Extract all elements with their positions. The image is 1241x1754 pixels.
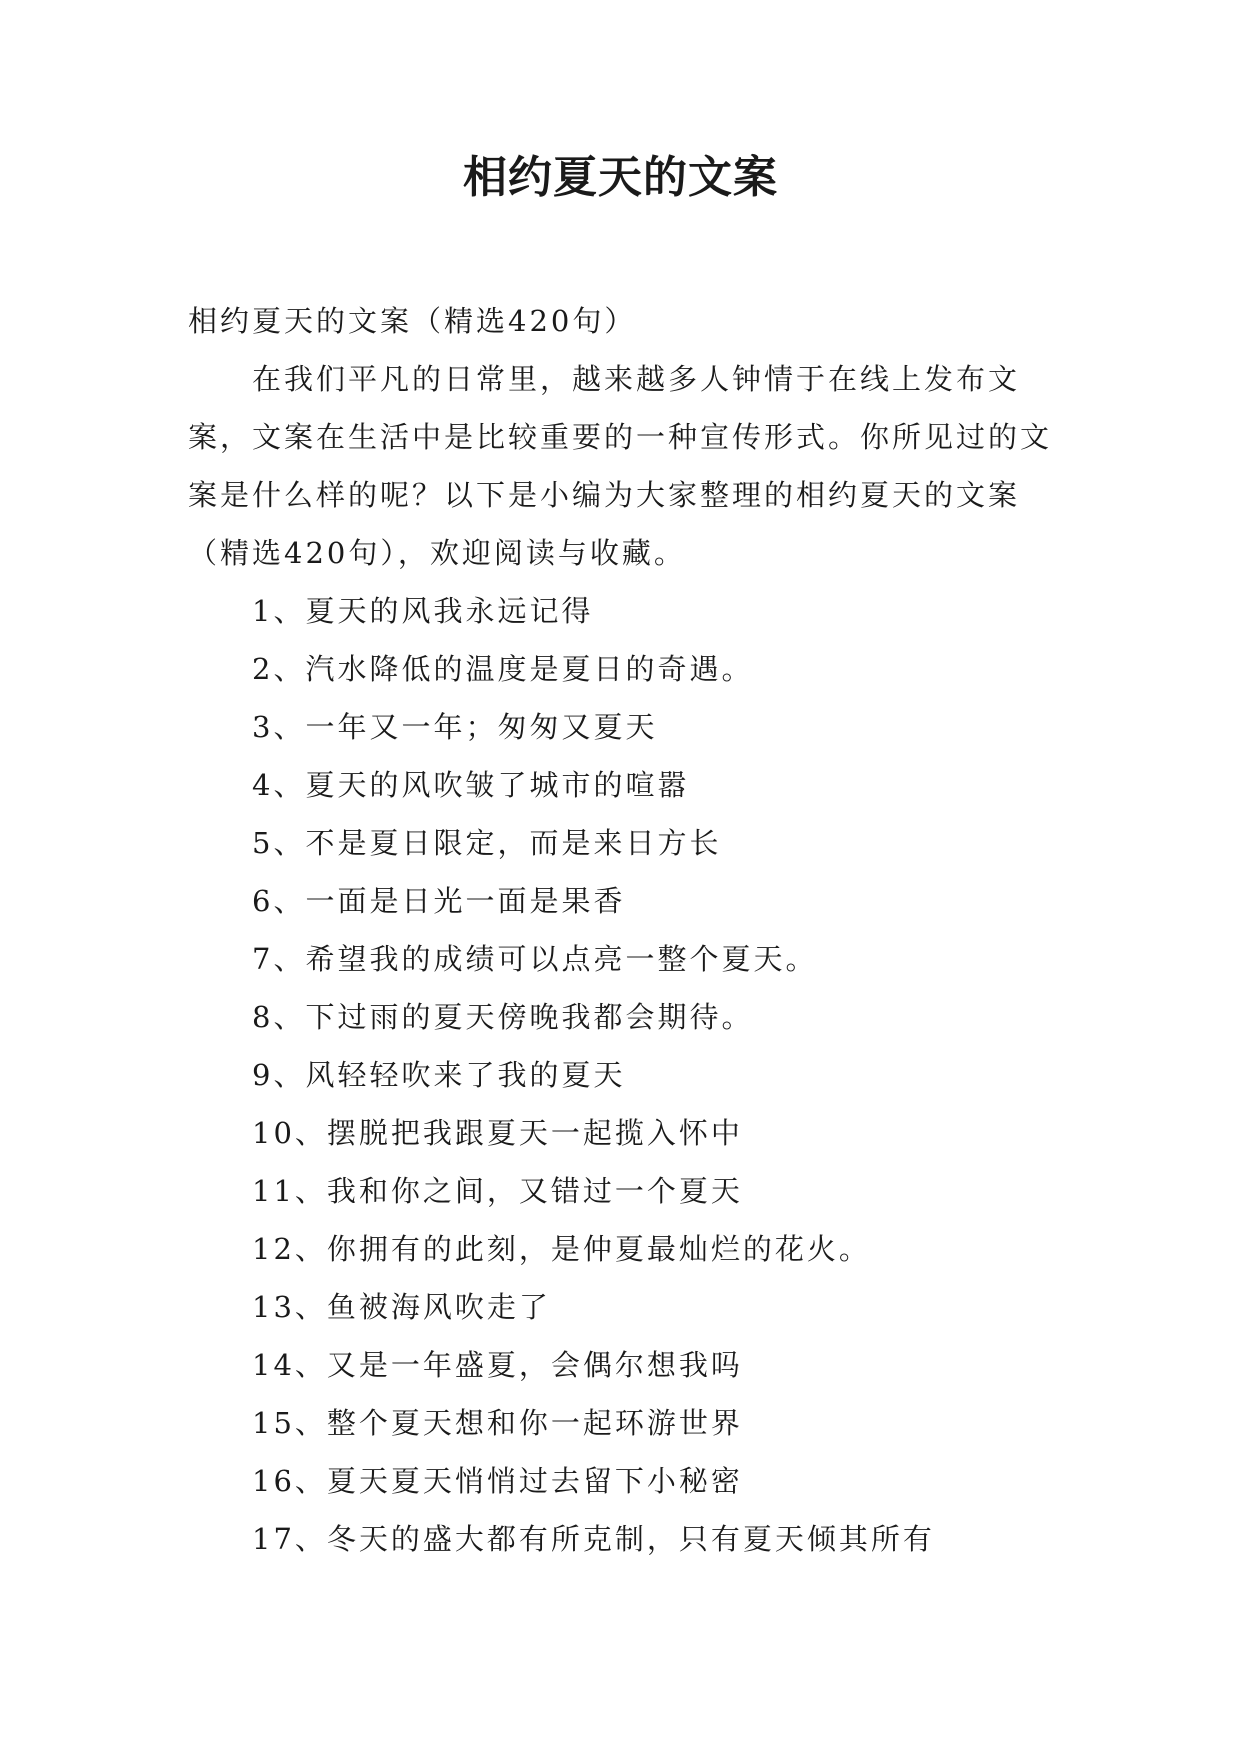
list-item: 8、下过雨的夏天傍晚我都会期待。 [252,1000,754,1034]
list-item: 16、夏天夏天悄悄过去留下小秘密 [252,1464,743,1498]
list-item: 1、夏天的风我永远记得 [252,594,594,628]
list-item: 14、又是一年盛夏，会偶尔想我吗 [252,1348,743,1382]
list-item: 12、你拥有的此刻，是仲夏最灿烂的花火。 [252,1232,871,1266]
list-item: 11、我和你之间，又错过一个夏天 [252,1174,743,1208]
document-subtitle: 相约夏天的文案（精选420句） [188,304,637,338]
list-item: 5、不是夏日限定，而是来日方长 [252,826,722,860]
quote-list [188,582,1058,1568]
intro-paragraph: 在我们平凡的日常里，越来越多人钟情于在线上发布文案，文案在生活中是比较重要的一种宣传形式。你所见过的文案是什么样的呢？以下是小编为大家整理的相约夏天的文案（精选420句），欢迎阅读与收藏。 [188,362,1053,570]
list-item: 2、汽水降低的温度是夏日的奇遇。 [252,652,754,686]
list-item: 6、一面是日光一面是果香 [252,884,626,918]
list-item: 17、冬天的盛大都有所克制，只有夏天倾其所有 [252,1522,935,1556]
list-item: 7、希望我的成绩可以点亮一整个夏天。 [252,942,818,976]
list-item: 9、风轻轻吹来了我的夏天 [252,1058,626,1092]
list-item: 4、夏天的风吹皱了城市的喧嚣 [252,768,690,802]
document-body [188,292,1058,1568]
document-title: 相约夏天的文案 [463,152,778,203]
list-item: 10、摆脱把我跟夏天一起揽入怀中 [252,1116,743,1150]
list-item: 15、整个夏天想和你一起环游世界 [252,1406,743,1440]
list-item: 13、鱼被海风吹走了 [252,1290,551,1324]
list-item: 3、一年又一年；匆匆又夏天 [252,710,658,744]
